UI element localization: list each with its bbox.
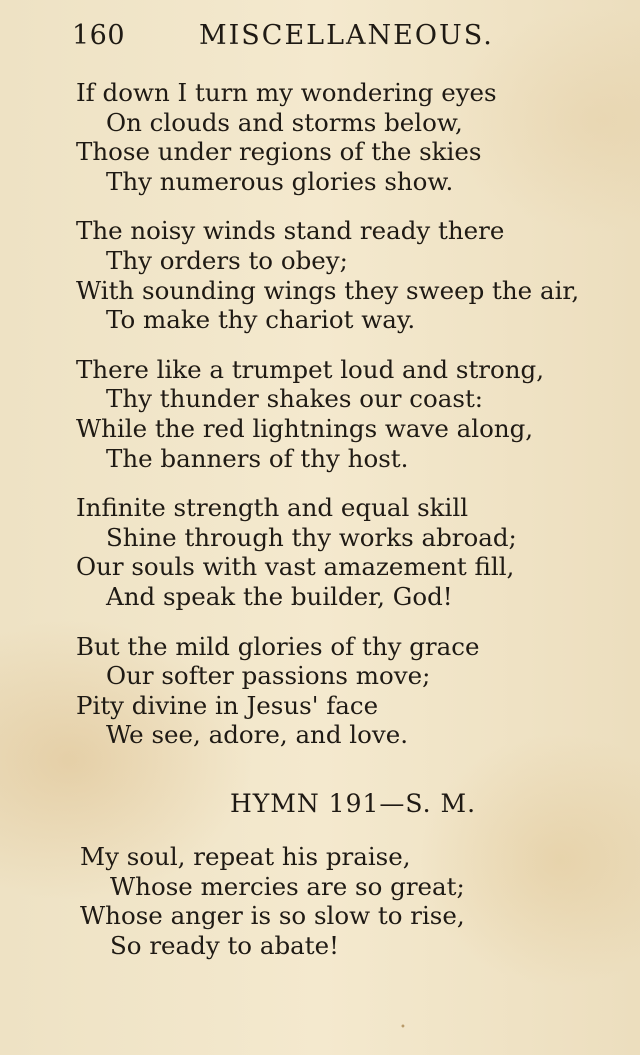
verse-line: Thy orders to obey;: [106, 245, 348, 275]
stanza-3: [76, 355, 616, 473]
verse-line: If down I turn my wondering eyes: [76, 78, 497, 107]
verse-line: With sounding wings they sweep the air,: [76, 275, 580, 305]
page-header: [72, 20, 600, 56]
verse-line: Thy numerous glories show.: [106, 166, 454, 196]
verse-line: So ready to abate!: [110, 930, 339, 960]
verse-line: The noisy winds stand ready there: [76, 216, 505, 246]
hymn-stanza: [80, 842, 620, 960]
verse-line: Infinite strength and equal skill: [76, 493, 469, 523]
verse-line: We see, adore, and love.: [106, 720, 409, 750]
page-number: 160: [72, 20, 126, 51]
verse-line: My soul, repeat his praise,: [80, 842, 411, 871]
stanza-1: [76, 78, 616, 196]
verse-line: Our souls with vast amazement fill,: [76, 552, 515, 582]
hymn-heading: HYMN 191—S. M.: [229, 789, 477, 818]
section-title: MISCELLANEOUS.: [199, 20, 494, 51]
poem-body: [76, 78, 616, 770]
verse-line: But the mild glories of thy grace: [76, 631, 480, 661]
verse-line: To make thy chariot way.: [106, 305, 416, 335]
verse-line: Pity divine in Jesus' face: [76, 690, 379, 720]
verse-line: Our softer passions move;: [106, 661, 431, 691]
verse-line: The banners of thy host.: [106, 443, 409, 473]
verse-line: Whose mercies are so great;: [110, 871, 465, 901]
verse-line: On clouds and storms below,: [106, 107, 463, 137]
stanza-4: [76, 493, 616, 611]
verse-line: While the red lightnings wave along,: [76, 413, 534, 443]
verse-line: There like a trumpet loud and strong,: [76, 354, 545, 384]
verse-line: Whose anger is so slow to rise,: [80, 901, 465, 930]
verse-line: Shine through thy works abroad;: [106, 522, 517, 552]
verse-line: Thy thunder shakes our coast:: [106, 384, 484, 414]
stanza-5: [76, 632, 616, 750]
verse-line: And speak the builder, God!: [106, 581, 453, 611]
stanza-2: [76, 216, 616, 334]
verse-line: Those under regions of the skies: [76, 137, 482, 167]
page-speck: •: [400, 1022, 406, 1033]
